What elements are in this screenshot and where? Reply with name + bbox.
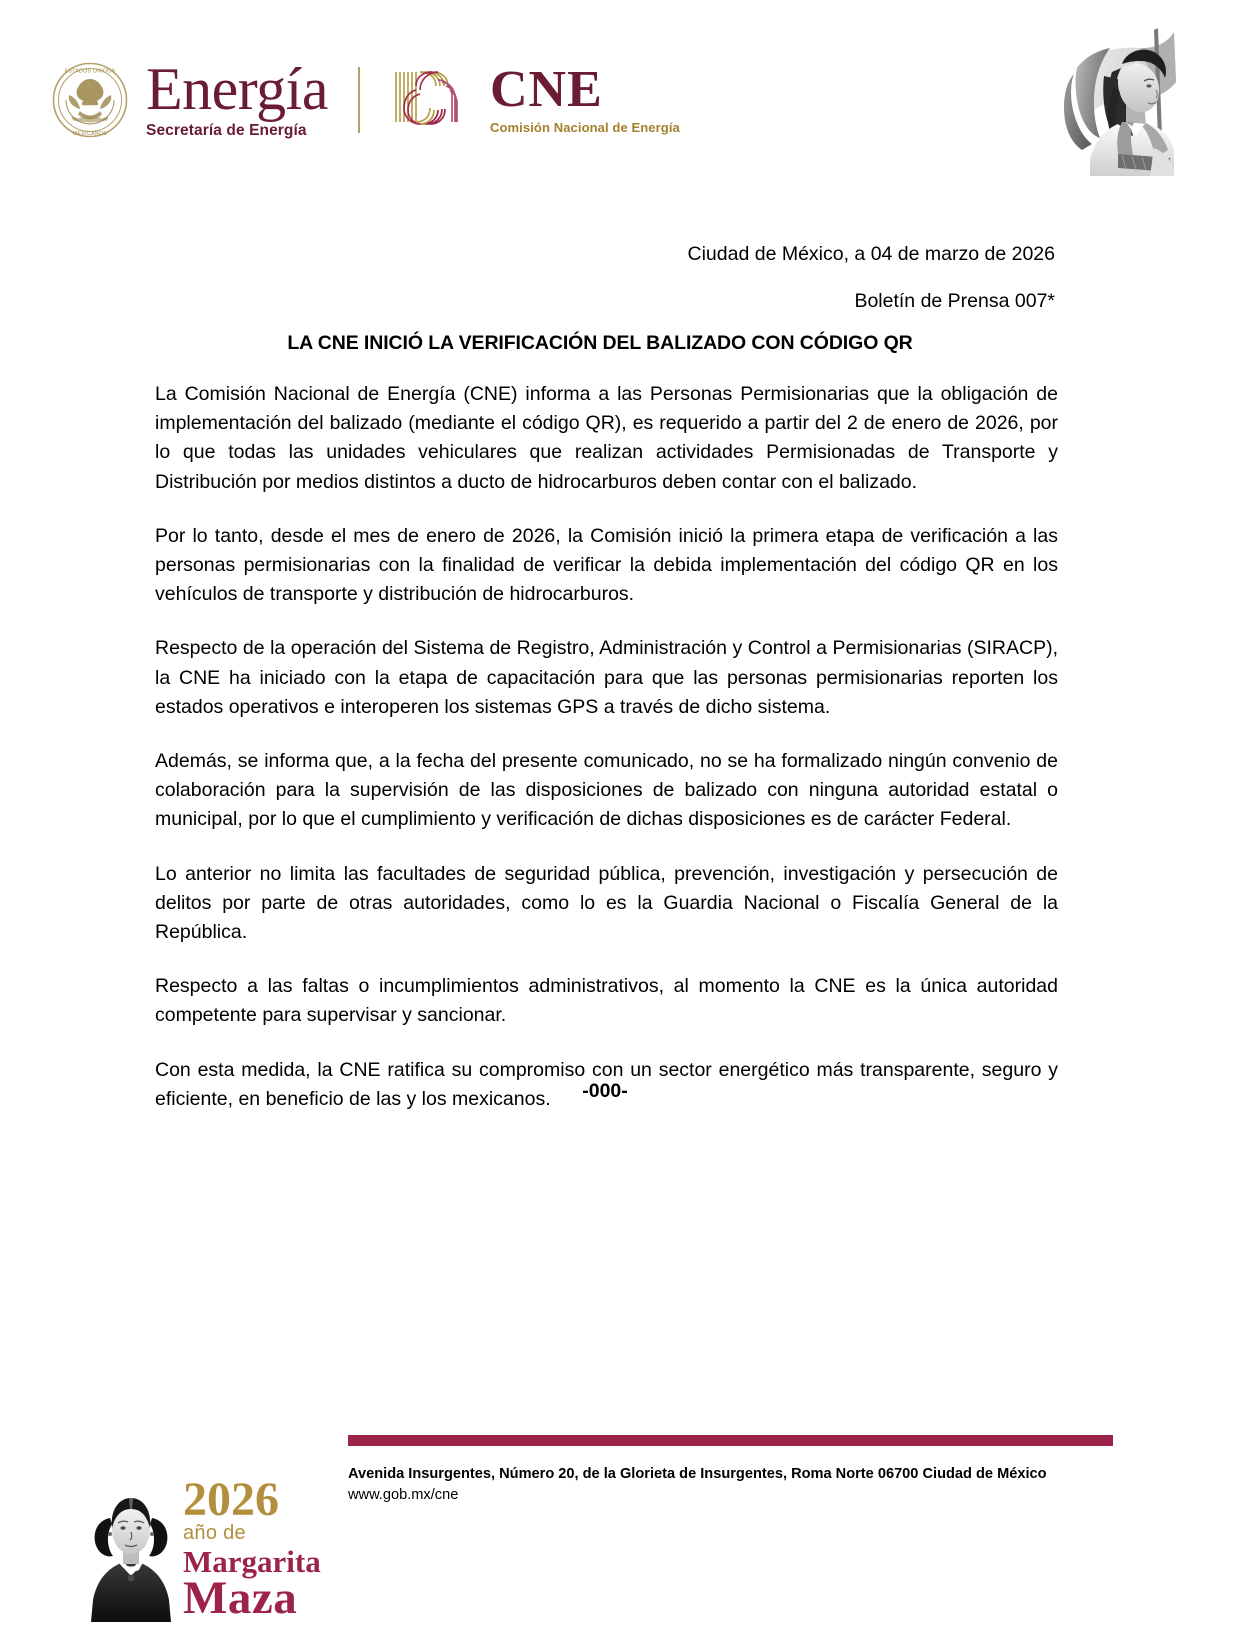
agency-branding: [386, 61, 680, 136]
website-url[interactable]: www.gob.mx/cne: [348, 1487, 459, 1503]
ano-de-label: año de: [183, 1521, 246, 1544]
cne-ribbon-icon: [386, 64, 476, 136]
document-footer: [0, 1360, 1260, 1640]
paragraph-6: Respecto a las faltas o incumplimientos administrativos, al momento la CNE es la única autoridad competente para supervisar y sancionar.: [155, 975, 1058, 1027]
paragraph-7: Con esta medida, la CNE ratifica su compromiso con un sector energético más transparente, seguro y eficiente, en beneficio de las y los mexicanos.: [155, 1058, 1058, 1110]
footer-divider-bar: [348, 1435, 1113, 1446]
paragraph-1: La Comisión Nacional de Energía (CNE) informa a las Personas Permisionarias que la obligación de implementación del balizado (mediante el código QR), es requerido a partir del 2 de enero de 2026, por lo que todas las unidades vehiculares que realizan actividades Permisionadas de Transporte y Distribución por medios distintos a ducto de hidrocarburos deben contar con el balizado.: [155, 383, 1058, 493]
year-commemorative-logo: [85, 1472, 325, 1622]
agency-acronym: CNE: [489, 61, 603, 119]
ministry-branding: [146, 55, 328, 141]
paragraph-2: Por lo tanto, desde el mes de enero de 2026, la Comisión inició la primera etapa de verificación a las personas permisionarias con la finalidad de verificar la debida implementación del código QR en los vehículos de transporte y distribución de hidrocarburos.: [155, 524, 1058, 606]
paragraph-4: Además, se informa que, a la fecha del presente comunicado, no se ha formalizado ningún convenio de colaboración para la supervisión de las disposiciones de balizado con ninguna autoridad estatal o municipal, por lo que el cumplimiento y verificación de dichas disposiciones es de carácter Federal.: [155, 750, 1058, 831]
logo-divider: [358, 67, 360, 133]
honoree-last-name: Maza: [183, 1571, 298, 1624]
margarita-maza-portrait-icon: [85, 1482, 177, 1622]
svg-text:MEXICANOS: MEXICANOS: [72, 131, 108, 137]
ministry-name: Energía: [146, 55, 328, 122]
year-label: 2026: [183, 1472, 279, 1526]
office-address: Avenida Insurgentes, Número 20, de la Glorieta de Insurgentes, Roma Norte 06700 Ciudad de México: [348, 1466, 1047, 1482]
honoree-first-name: Margarita: [183, 1543, 321, 1579]
body-text: [155, 380, 1058, 1114]
date-line: Ciudad de México, a 04 de marzo de 2026: [687, 243, 1055, 265]
header-logo-group: [52, 55, 680, 145]
page-title: LA CNE INICIÓ LA VERIFICACIÓN DEL BALIZADO CON CÓDIGO QR: [287, 332, 913, 354]
year-logo-text: [183, 1472, 321, 1624]
footer-address-block: [348, 1464, 1118, 1506]
agency-name: Comisión Nacional de Energía: [489, 119, 680, 135]
woman-with-mexican-flag-icon: [1022, 18, 1182, 176]
bulletin-number: Boletín de Prensa 007*: [854, 290, 1055, 312]
svg-text:ESTADOS UNIDOS: ESTADOS UNIDOS: [64, 68, 116, 75]
ministry-subtitle: Secretaría de Energía: [146, 122, 307, 140]
mexican-national-seal-icon: [52, 62, 128, 138]
paragraph-3: Respecto de la operación del Sistema de Registro, Administración y Control a Permisionarias (SIRACP), la CNE ha iniciado con la etapa de capacitación para que las personas permisionarias reporten los estados operativos e interoperen los sistemas GPS a través de dicho sistema.: [155, 637, 1058, 718]
end-of-document-mark: -000-: [582, 1080, 628, 1102]
document-header: [0, 0, 1260, 190]
paragraph-5: Lo anterior no limita las facultades de seguridad pública, prevención, investigación y persecución de delitos por parte de otras autoridades, como lo es la Guardia Nacional o Fiscalía General de la República.: [155, 862, 1058, 944]
